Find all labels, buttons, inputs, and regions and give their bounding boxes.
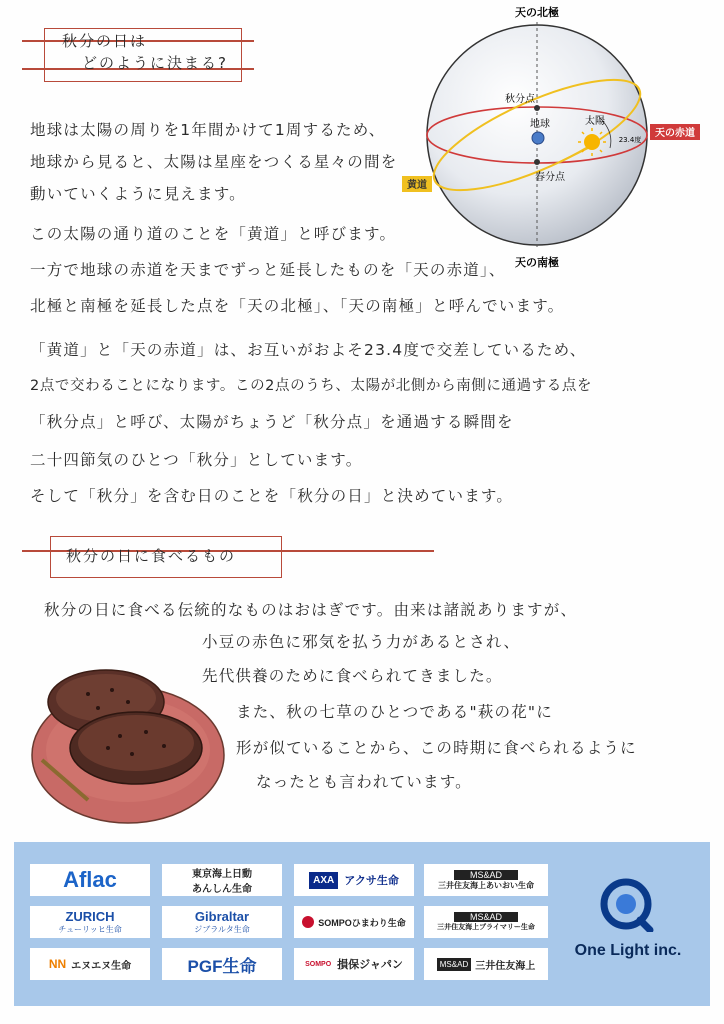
msad-primary-logo: MS&AD 三井住友海上プライマリー生命	[424, 906, 548, 938]
axa-logo: AXA アクサ生命	[294, 864, 414, 896]
text-line: 「秋分点」と呼び、太陽がちょうど「秋分点」を通過する瞬間を	[30, 413, 514, 431]
celestial-equator-label: 天の赤道	[655, 128, 695, 139]
one-light-logo	[558, 876, 698, 986]
text-line: 2点で交わることになります。この2点のうち、太陽が北側から南側に通過する点を	[30, 378, 593, 394]
text-line: 「黄道」と「天の赤道」は、お互いがおよそ23.4度で交差しているため、	[30, 341, 587, 359]
text-line: 小豆の赤色に邪気を払う力があるとされ、	[202, 633, 521, 651]
text-line: なったとも言われています。	[256, 773, 472, 791]
aflac-logo: Aflac	[30, 864, 150, 896]
msad-sumitomo-logo: MS&AD 三井住友海上	[424, 948, 548, 980]
ohagi-illustration	[28, 650, 228, 830]
gibraltar-logo: Gibraltar ジブラルタ生命	[162, 906, 282, 938]
ecliptic-label: 黄道	[407, 180, 427, 191]
text-line: 一方で地球の赤道を天までずっと延長したものを「天の赤道」、	[30, 261, 506, 279]
pgf-logo: PGF生命	[162, 948, 282, 980]
autumn-point-dot	[534, 105, 540, 111]
spring-point-dot	[534, 159, 540, 165]
text-line: この太陽の通り道のことを「黄道」と呼びます。	[30, 225, 397, 243]
sompo-himawari-logo: SOMPOひまわり生命	[294, 906, 414, 938]
text-line: 二十四節気のひとつ「秋分」としています。	[30, 451, 363, 469]
text-line: 先代供養のために食べられてきました。	[202, 667, 503, 685]
sun-label: 太陽	[585, 116, 605, 127]
text-line: そして「秋分」を含む日のことを「秋分の日」と決めています。	[30, 487, 514, 505]
spring-point-label: 春分点	[535, 172, 565, 183]
text-line: 秋分の日に食べる伝統的なものはおはぎです。由来は諸説ありますが、	[44, 601, 578, 619]
earth-label: 地球	[530, 119, 550, 130]
north-pole-label: 天の北極	[515, 6, 559, 19]
tokio-marine-anshin-logo: 東京海上日動 あんしん生命	[162, 864, 282, 896]
section1-title-line2: どのように決まる?	[82, 54, 228, 72]
zurich-logo: ZURICH チューリッヒ生命	[30, 906, 150, 938]
text-line: 地球から見ると、太陽は星座をつくる星々の間を	[30, 153, 398, 171]
ohagi-front	[70, 712, 202, 784]
sompo-japan-logo: SOMPO 損保ジャパン	[294, 948, 414, 980]
earth-icon	[532, 132, 544, 144]
angle-label: 23.4度	[618, 136, 642, 144]
text-line: 動いていくように見えます。	[30, 185, 246, 203]
section2-title: 秋分の日に食べるもの	[66, 547, 237, 565]
partner-banner	[14, 842, 710, 1006]
text-line: 形が似ていることから、この時期に食べられるように	[236, 739, 637, 757]
text-line: 地球は太陽の周りを1年間かけて1周するため、	[30, 121, 386, 139]
text-line: また、秋の七草のひとつである"萩の花"に	[236, 703, 553, 721]
celestial-sphere-diagram	[400, 0, 700, 270]
nn-logo: NN エヌエヌ生命	[30, 948, 150, 980]
section1-title-line1: 秋分の日は	[62, 32, 148, 50]
text-line: 北極と南極を延長した点を「天の北極」、「天の南極」と呼んでいます。	[30, 297, 565, 315]
company-name: One Light inc.	[574, 942, 682, 959]
south-pole-label: 天の南極	[515, 256, 559, 269]
one-light-mark-icon	[596, 876, 656, 932]
msad-aioi-logo: MS&AD 三井住友海上あいおい生命	[424, 864, 548, 896]
autumn-point-label: 秋分点	[505, 94, 535, 105]
